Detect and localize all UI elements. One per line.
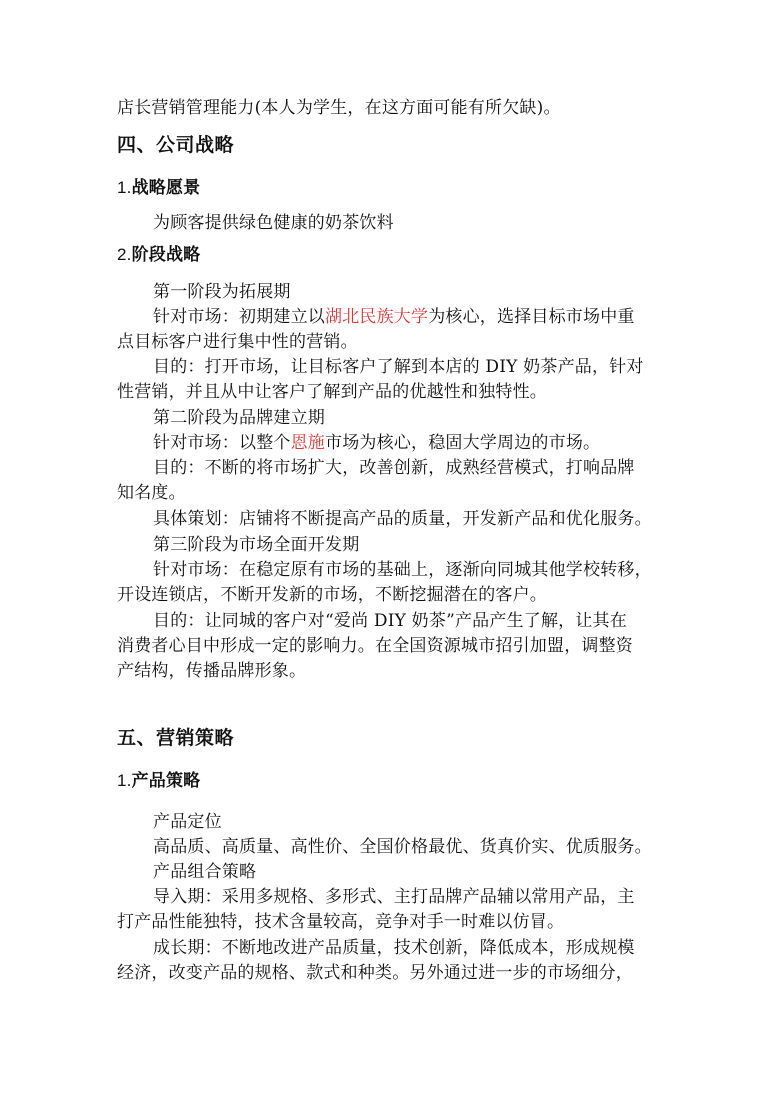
section-4-heading: 四、公司战略 bbox=[117, 134, 235, 156]
phase-2-title: 第二阶段为品牌建立期 bbox=[153, 408, 325, 428]
phase-heading-number: 2. bbox=[117, 245, 132, 264]
phase-2-market-text-b: 市场为核心，稳固大学周边的市场。 bbox=[325, 433, 601, 453]
product-heading-number: 1. bbox=[117, 771, 132, 790]
phase-3-goal-line-2: 消费者心目中形成一定的影响力。在全国资源城市招引加盟，调整资 bbox=[117, 636, 633, 656]
phase-1-market-text-b: 为核心，选择目标市场中重 bbox=[428, 307, 635, 327]
vision-heading-title: 战略愿景 bbox=[131, 178, 201, 198]
vision-text: 为顾客提供绿色健康的奶茶饮料 bbox=[153, 213, 394, 233]
phase-1-market-line-2: 点目标客户进行集中性的营销。 bbox=[117, 332, 358, 352]
intro-stage-line-1: 导入期：采用多规格、多形式、主打品牌产品辅以常用产品，主 bbox=[153, 887, 635, 907]
phase-3-goal-line-3: 产结构，传播品牌形象。 bbox=[117, 661, 307, 681]
phase-1-market-text-a: 针对市场：初期建立以 bbox=[153, 307, 325, 327]
phase-2-market-line bbox=[153, 433, 600, 453]
phase-1-market-line-1 bbox=[153, 307, 635, 327]
phase-strategy-heading bbox=[117, 245, 200, 265]
phase-1-goal-line-2: 性营销，并且从中让客户了解到产品的优越性和独特性。 bbox=[117, 382, 547, 402]
positioning-title: 产品定位 bbox=[153, 812, 222, 832]
phase-1-title: 第一阶段为拓展期 bbox=[153, 282, 291, 302]
phase-2-goal-line-2: 知名度。 bbox=[117, 483, 186, 503]
phase-1-goal-line-1: 目的：打开市场，让目标客户了解到本店的 DIY 奶茶产品，针对 bbox=[153, 357, 644, 377]
vision-heading bbox=[117, 178, 200, 198]
phase-heading-title: 阶段战略 bbox=[131, 245, 201, 265]
phase-3-market-line-1: 针对市场：在稳定原有市场的基础上，逐渐向同城其他学校转移， bbox=[153, 560, 652, 580]
product-heading-title: 产品策略 bbox=[131, 771, 201, 791]
intro-stage-line-2: 打产品性能独特，技术含量较高，竞争对手一时难以仿冒。 bbox=[117, 912, 565, 932]
phase-3-goal-line-1: 目的：让同城的客户对“爱尚 DIY 奶茶”产品产生了解，让其在 bbox=[153, 611, 627, 631]
phase-3-title: 第三阶段为市场全面开发期 bbox=[153, 535, 360, 555]
university-highlight: 湖北民族大学 bbox=[325, 307, 429, 327]
phase-3-market-line-2: 开设连锁店，不断开发新的市场，不断挖掘潜在的客户。 bbox=[117, 585, 547, 605]
phase-2-market-text-a: 针对市场：以整个 bbox=[153, 433, 291, 453]
combo-title: 产品组合策略 bbox=[153, 862, 257, 882]
intro-line: 店长营销管理能力(本人为学生，在这方面可能有所欠缺)。 bbox=[117, 98, 561, 118]
product-strategy-heading bbox=[117, 771, 200, 791]
vision-heading-number: 1. bbox=[117, 178, 132, 197]
growth-stage-line-1: 成长期：不断地改进产品质量，技术创新，降低成本，形成规模 bbox=[153, 938, 635, 958]
enshi-highlight: 恩施 bbox=[290, 433, 326, 453]
positioning-text: 高品质、高质量、高性价、全国价格最优、货真价实、优质服务。 bbox=[153, 837, 652, 857]
phase-2-plan-line: 具体策划：店铺将不断提高产品的质量，开发新产品和优化服务。 bbox=[153, 509, 652, 529]
phase-2-goal-line-1: 目的：不断的将市场扩大，改善创新，成熟经营模式，打响品牌 bbox=[153, 458, 635, 478]
section-5-heading: 五、营销策略 bbox=[117, 727, 235, 749]
growth-stage-line-2: 经济，改变产品的规格、款式和种类。另外通过进一步的市场细分， bbox=[117, 963, 633, 983]
